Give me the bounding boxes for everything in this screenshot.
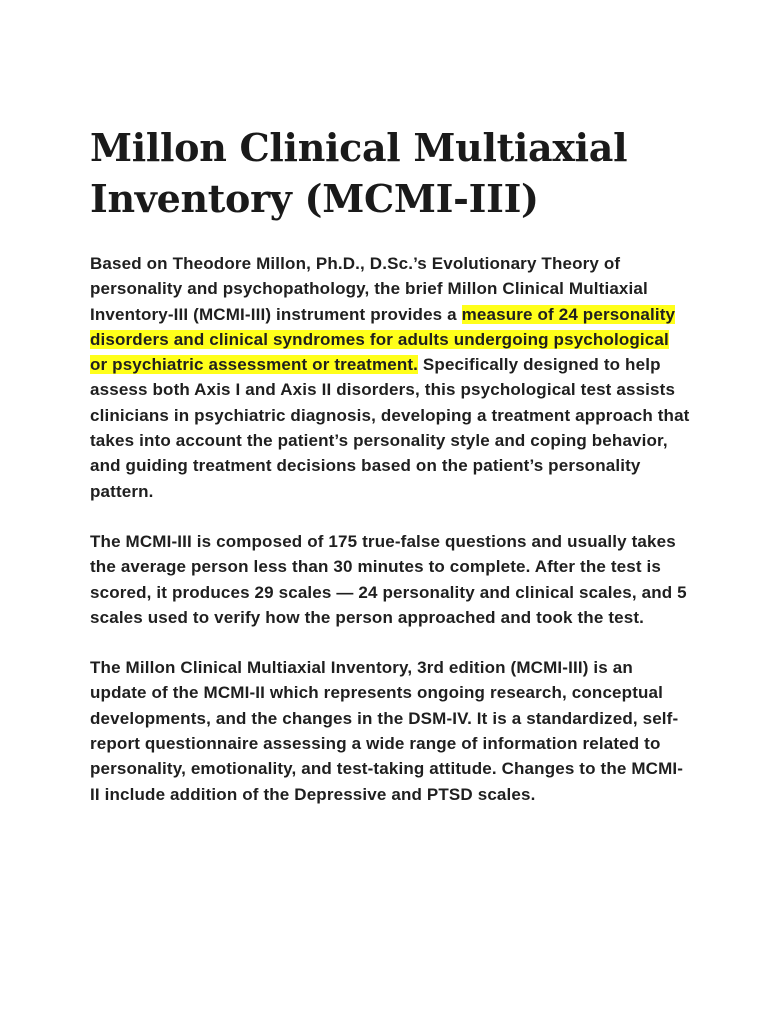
paragraph-intro-rest: Specifically designed to help assess both Axis I and Axis II disorders, this psychological test assists clinicians in psychiatric diagnosis, developing a treatment approach that takes into account the patient’s personality style and coping behavior, and guiding treatment decisions based on the patient’s personality pattern. <box>90 355 690 501</box>
paragraph-intro <box>90 251 690 504</box>
paragraph-intro-lead: Based on Theodore Millon, Ph.D., D.Sc.’s Evolutionary Theory of personality and psychopathology, the brief Millon Clinical Multiaxial Inventory-III (MCMI-III) instrument provides a <box>90 254 648 324</box>
page-title: Millon Clinical Multiaxial Inventory (MCMI-III) <box>90 125 628 221</box>
document-page <box>90 122 690 807</box>
paragraph-composition: The MCMI-III is composed of 175 true-false questions and usually takes the average person less than 30 minutes to complete. After the test is scored, it produces 29 scales — 24 personality and clinical scales, and 5 scales used to verify how the person approached and took the test. <box>90 531 687 627</box>
paragraph-edition: The Millon Clinical Multiaxial Inventory, 3rd edition (MCMI-III) is an update of the MCMI-II which represents ongoing research, conceptual developments, and the changes in the DSM-IV. It is a standardized, self-report questionnaire assessing a wide range of information related to personality, emotionality, and test-taking attitude. Changes to the MCMI-II include addition of the Depressive and PTSD scales. <box>90 658 684 804</box>
highlighted-text: measure of 24 personality disorders and clinical syndromes for adults undergoing psychological or psychiatric assessment or treatment. <box>90 304 676 375</box>
